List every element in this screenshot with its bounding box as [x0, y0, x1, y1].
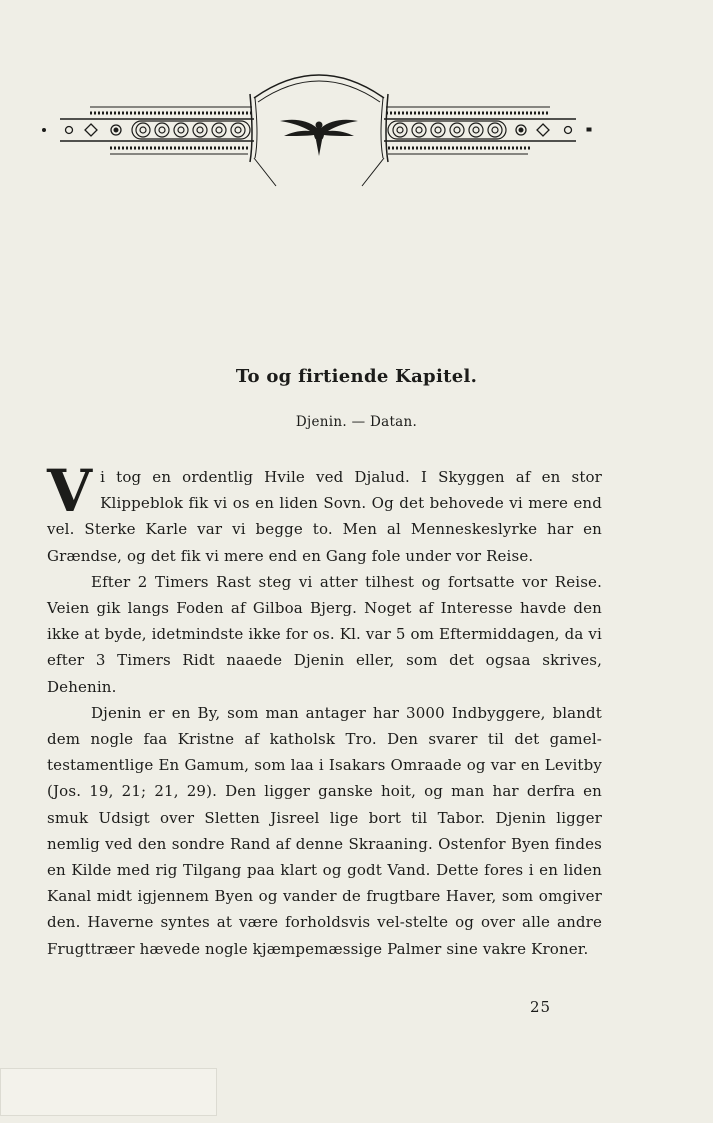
chapter-title: To og firtiende Kapitel. — [235, 366, 478, 387]
facing-page-edge — [0, 1068, 217, 1116]
ornament-left-band — [43, 107, 255, 154]
dove-icon — [280, 120, 358, 156]
paragraph-1-text: i tog en ordentlig Hvile ved Djalud. I Skyggen af en stor Klippeblok fik vi os en liden Sovn. Og det behovede vi mere end vel. Sterke Karle var vi begge to. Men al Menneskeslyrke har en Grændse, og det fik vi mere end en Gang fole under vor Reise. — [47, 468, 602, 565]
body-text — [47, 457, 602, 962]
paragraph-2: Efter 2 Timers Rast steg vi atter tilhest og fortsatte vor Reise. Veien gik langs Foden af Gilboa Bjerg. Noget af Interesse havde den ikke at byde, idetmindste ikke for os. Kl. var 5 om Eftermiddagen, da vi efter 3 Timers Ridt naaede Djenin eller, som det ogsaa skrives, Dehenin. — [47, 572, 602, 696]
paragraph-1 — [47, 457, 602, 569]
paragraph-3: Djenin er en By, som man antager har 3000 Indbyggere, blandt dem nogle faa Kristne af katholsk Tro. Den svarer til det gamel-testamentlige En Gamum, som laa i Isakars Omraade og var en Levitby (Jos. 19, 21; 21, 29). Den ligger ganske hoit, og man har derfra en smuk Udsigt over Sletten Jisreel lige bort til Tabor. Djenin ligger nemlig ved den sondre Rand af denne Skraaning. Ostenfor Byen findes en Kilde med rig Tilgang paa klart og godt Vand. Dette fores i en liden Kanal midt igjennem Byen og vander de frugtbare Haver, som omgiver den. Haverne syntes at være forholdsvis vel-stelte og over alle andre Frugttræer hævede nogle kjæmpemæssige Palmer sine vakre Kroner. — [47, 703, 602, 958]
drop-cap: V — [47, 457, 93, 525]
ornament-right-band — [384, 107, 591, 154]
chapter-headpiece-ornament — [40, 58, 600, 198]
chapter-subtitle: Djenin. — Datan. — [295, 414, 418, 430]
page-number: 25 — [530, 998, 552, 1016]
